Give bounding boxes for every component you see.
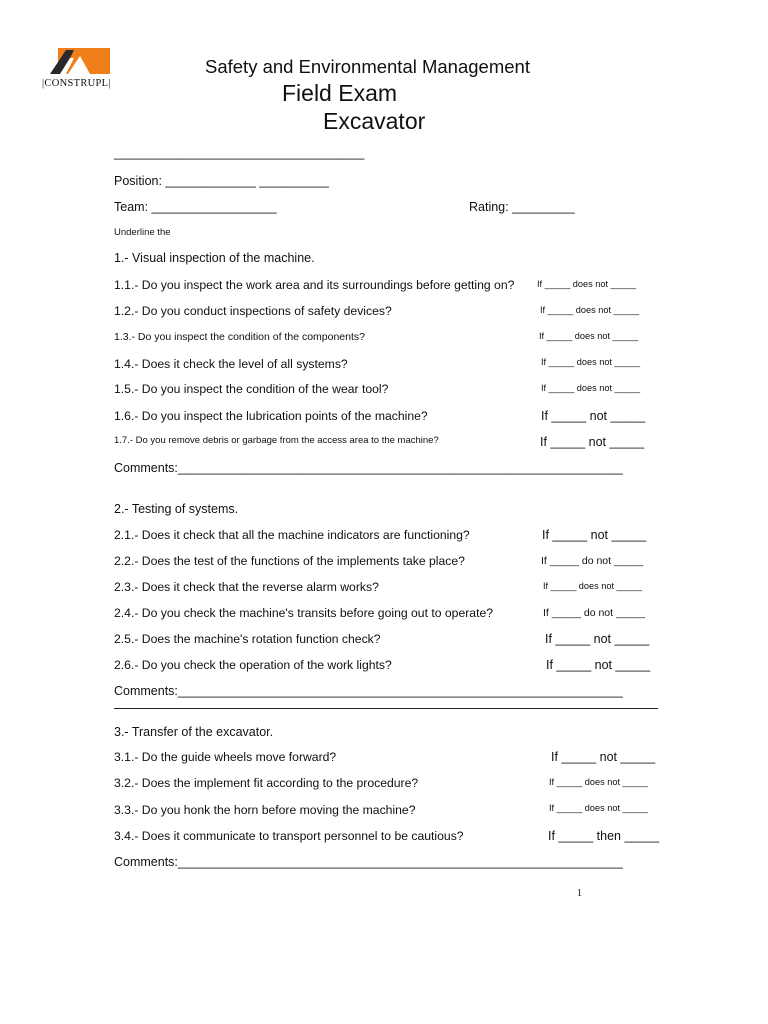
question-text: 1.1.- Do you inspect the work area and its surroundings before getting on? bbox=[114, 278, 515, 292]
question-text: 2.2.- Does the test of the functions of the implements take place? bbox=[114, 554, 465, 568]
section-title: 3.- Transfer of the excavator. bbox=[114, 725, 274, 739]
answer-field[interactable]: If _____ do not _____ bbox=[541, 555, 644, 567]
header-organization: Safety and Environmental Management bbox=[205, 56, 530, 77]
answer-field[interactable]: If _____ not _____ bbox=[546, 658, 651, 672]
instruction-text: Underline the bbox=[114, 227, 171, 238]
answer-field[interactable]: If _____ does not _____ bbox=[549, 803, 649, 813]
answer-field[interactable]: If _____ then _____ bbox=[548, 829, 660, 843]
question-text: 3.3.- Do you honk the horn before moving the machine? bbox=[114, 803, 416, 817]
question-text: 2.4.- Do you check the machine's transits before going out to operate? bbox=[114, 606, 494, 620]
question-text: 1.2.- Do you conduct inspections of safety devices? bbox=[114, 304, 392, 318]
name-line[interactable]: ____________________________________ bbox=[114, 146, 365, 160]
section-title: 1.- Visual inspection of the machine. bbox=[114, 251, 315, 265]
answer-field[interactable]: If _____ not _____ bbox=[540, 435, 645, 449]
answer-field[interactable]: If _____ do not _____ bbox=[543, 607, 646, 619]
comments-field[interactable]: Comments:________________________________________________________________ bbox=[114, 461, 623, 475]
question-text: 3.4.- Does it communicate to transport personnel to be cautious? bbox=[114, 829, 464, 843]
question-text: 2.6.- Do you check the operation of the work lights? bbox=[114, 658, 392, 672]
rating-field[interactable]: Rating: _________ bbox=[469, 200, 575, 214]
question-text: 1.7.- Do you remove debris or garbage from the access area to the machine? bbox=[114, 435, 439, 446]
header-subject: Excavator bbox=[323, 108, 426, 134]
comments-field[interactable]: Comments:________________________________________________________________ bbox=[114, 855, 623, 869]
team-field[interactable]: Team: __________________ bbox=[114, 200, 277, 214]
separator-line bbox=[114, 708, 658, 709]
question-text: 1.5.- Do you inspect the condition of the wear tool? bbox=[114, 382, 389, 396]
section-title: 2.- Testing of systems. bbox=[114, 502, 239, 516]
page-number: 1 bbox=[577, 888, 582, 899]
answer-field[interactable]: If _____ does not _____ bbox=[540, 305, 640, 315]
answer-field[interactable]: If _____ does not _____ bbox=[541, 383, 641, 393]
answer-field[interactable]: If _____ not _____ bbox=[551, 750, 656, 764]
answer-field[interactable]: If _____ not _____ bbox=[541, 409, 646, 423]
comments-field[interactable]: Comments:________________________________________________________________ bbox=[114, 684, 623, 698]
answer-field[interactable]: If _____ does not _____ bbox=[549, 777, 649, 787]
answer-field[interactable]: If _____ does not _____ bbox=[539, 331, 639, 341]
question-text: 2.5.- Does the machine's rotation function check? bbox=[114, 632, 381, 646]
question-text: 1.6.- Do you inspect the lubrication points of the machine? bbox=[114, 409, 428, 423]
answer-field[interactable]: If _____ does not _____ bbox=[537, 279, 637, 289]
question-text: 1.3.- Do you inspect the condition of the components? bbox=[114, 331, 365, 343]
answer-field[interactable]: If _____ does not _____ bbox=[543, 581, 643, 591]
question-text: 2.1.- Does it check that all the machine indicators are functioning? bbox=[114, 528, 470, 542]
position-field[interactable]: Position: _____________ __________ bbox=[114, 174, 329, 188]
logo-text: |CONSTRUPL| bbox=[42, 78, 111, 89]
question-text: 3.2.- Does the implement fit according to the procedure? bbox=[114, 776, 419, 790]
question-text: 2.3.- Does it check that the reverse alarm works? bbox=[114, 580, 379, 594]
answer-field[interactable]: If _____ does not _____ bbox=[541, 357, 641, 367]
header-exam-title: Field Exam bbox=[282, 80, 398, 106]
answer-field[interactable]: If _____ not _____ bbox=[545, 632, 650, 646]
answer-field[interactable]: If _____ not _____ bbox=[542, 528, 647, 542]
question-text: 3.1.- Do the guide wheels move forward? bbox=[114, 750, 337, 764]
question-text: 1.4.- Does it check the level of all systems? bbox=[114, 357, 348, 371]
